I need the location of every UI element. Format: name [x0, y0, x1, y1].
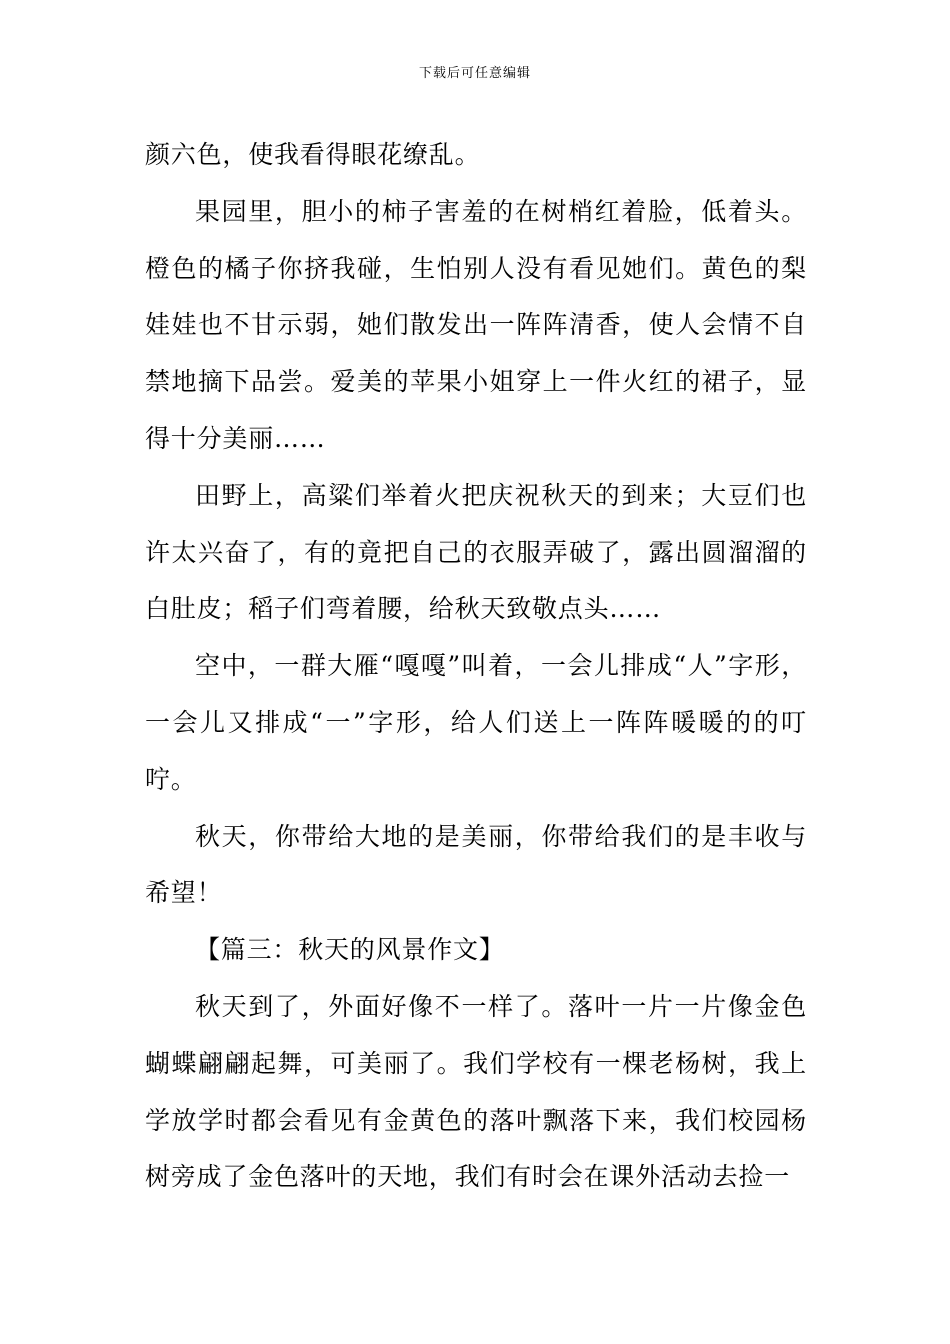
document-body: [145, 127, 807, 1206]
page-header-note: 下载后可任意编辑: [418, 66, 531, 81]
paragraph-continuation: 颜六色，使我看得眼花缭乱。: [145, 140, 481, 169]
section-heading: 【篇三：秋天的风景作文】: [195, 935, 505, 965]
paragraph-conclusion: 秋天，你带给大地的是美丽，你带给我们的是丰收与希望！: [145, 821, 807, 908]
paragraph-fields: 田野上，高粱们举着火把庆祝秋天的到来；大豆们也许太兴奋了，有的竟把自己的衣服弄破了，露出圆溜溜的白肚皮；稻子们弯着腰，给秋天致敬点头……: [145, 480, 807, 624]
paragraph-section-three: 秋天到了，外面好像不一样了。落叶一片一片像金色蝴蝶翩翩起舞，可美丽了。我们学校有一棵老杨树，我上学放学时都会看见有金黄色的落叶飘落下来，我们校园杨树旁成了金色落叶的天地，我们有时会在课外活动去捡一: [145, 991, 807, 1192]
paragraph-orchard: 果园里，胆小的柿子害羞的在树梢红着脸，低着头。橙色的橘子你挤我碰，生怕别人没有看见她们。黄色的梨娃娃也不甘示弱，她们散发出一阵阵清香，使人会情不自禁地摘下品尝。爱美的苹果小姐穿上一件火红的裙子，显得十分美丽……: [145, 196, 807, 453]
paragraph-sky: 空中，一群大雁“嘎嘎”叫着，一会儿排成“人”字形，一会儿又排成“一”字形，给人们送上一阵阵暖暖的的叮咛。: [145, 651, 807, 794]
